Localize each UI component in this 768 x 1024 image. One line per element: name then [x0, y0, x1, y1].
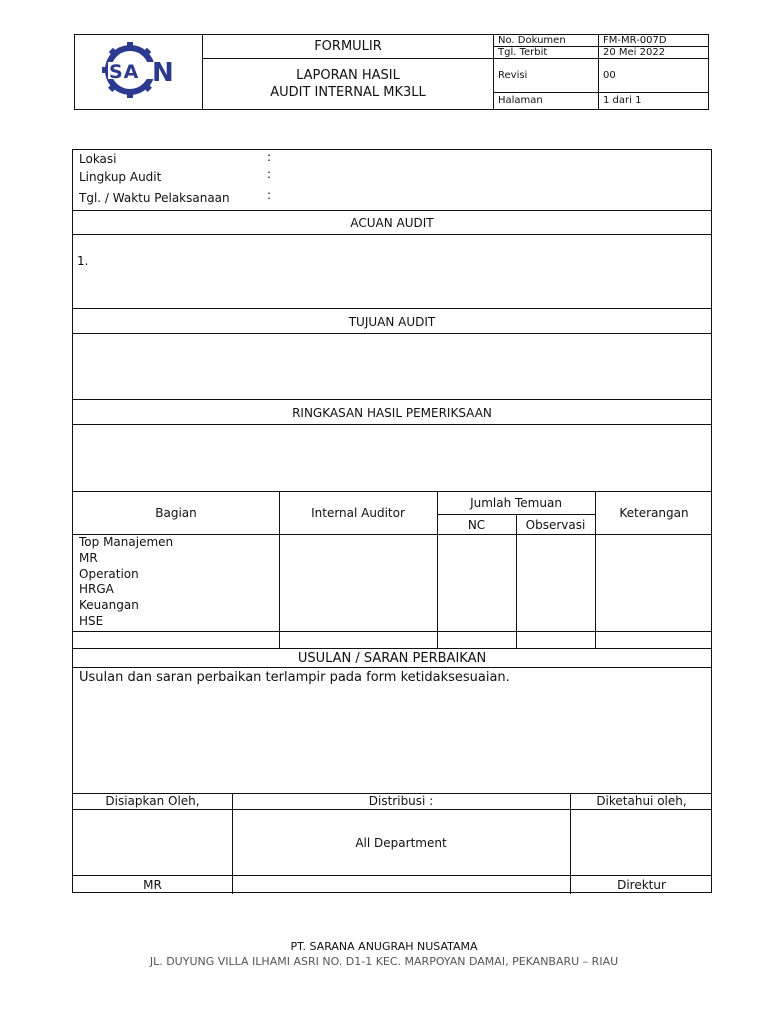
disiapkan-oleh-label: Disiapkan Oleh, — [105, 794, 200, 808]
list-item: MR — [79, 550, 98, 565]
company-logo — [94, 35, 184, 105]
usulan-area — [73, 667, 711, 794]
document-header — [74, 34, 709, 110]
logo-cell — [75, 35, 203, 110]
acknowledged-role: Direktur — [617, 877, 666, 892]
list-item: Top Manajemen — [79, 535, 174, 549]
list-item: Keuangan — [79, 598, 139, 613]
field-label-lingkup: Lingkup Audit — [79, 170, 162, 184]
field-label-lokasi: Lokasi — [79, 152, 117, 166]
logo-text: SA — [108, 61, 139, 83]
table-top-border — [73, 491, 711, 492]
diketahui-oleh-label: Diketahui oleh, — [596, 794, 687, 808]
col-header-keterangan: Keterangan — [619, 506, 689, 520]
meta-value: 1 dari 1 — [599, 92, 709, 110]
ringkasan-area — [73, 424, 711, 492]
bagian-list — [79, 535, 173, 630]
footer-address: JL. DUYUNG VILLA ILHAMI ASRI NO. D1-1 KEC. MARPOYAN DAMAI, PEKANBARU – RIAU — [149, 955, 619, 968]
field-separator: : — [267, 150, 272, 164]
meta-label: No. Dokumen — [494, 35, 599, 47]
acuan-item-number: 1. — [77, 254, 89, 268]
col-header-bagian: Bagian — [155, 506, 197, 520]
prepared-role: MR — [143, 877, 162, 892]
col-header-jumlah-temuan: Jumlah Temuan — [470, 496, 562, 510]
meta-value: FM-MR-007D — [599, 35, 709, 47]
col-header-observasi: Observasi — [525, 517, 586, 532]
form-title: FORMULIR — [203, 35, 494, 59]
usulan-heading: USULAN / SARAN PERBAIKAN — [73, 648, 711, 668]
list-item: HRGA — [79, 582, 114, 597]
meta-label: Halaman — [494, 92, 599, 110]
list-item: Operation — [79, 566, 139, 581]
distribution-value: All Department — [355, 835, 447, 850]
form-subtitle — [203, 59, 494, 110]
field-label-tanggal: Tgl. / Waktu Pelaksanaan — [79, 191, 230, 205]
ringkasan-heading: RINGKASAN HASIL PEMERIKSAAN — [73, 399, 711, 425]
field-separator: : — [267, 167, 272, 181]
subtitle-line: LAPORAN HASIL — [296, 68, 400, 83]
tujuan-audit-area — [73, 333, 711, 400]
meta-value: 00 — [599, 59, 709, 93]
meta-label: Revisi — [494, 59, 599, 93]
col-header-auditor: Internal Auditor — [311, 506, 405, 520]
table-row-divider — [73, 631, 711, 632]
audit-report-form — [72, 149, 712, 893]
field-separator: : — [267, 188, 272, 202]
svg-text:N: N — [151, 58, 174, 88]
subtitle-line: AUDIT INTERNAL MK3LL — [270, 85, 426, 100]
meta-label: Tgl. Terbit — [494, 47, 599, 59]
acuan-audit-area — [73, 234, 711, 309]
list-item: HSE — [79, 613, 104, 628]
distribusi-label: Distribusi : — [368, 794, 434, 808]
footer-company: PT. SARANA ANUGRAH NUSATAMA — [290, 940, 478, 953]
meta-value: 20 Mei 2022 — [599, 47, 709, 59]
usulan-text: Usulan dan saran perbaikan terlampir pada form ketidaksesuaian. — [79, 670, 510, 685]
col-header-nc: NC — [467, 517, 486, 532]
tujuan-audit-heading: TUJUAN AUDIT — [73, 308, 711, 334]
acuan-audit-heading: ACUAN AUDIT — [73, 210, 711, 235]
